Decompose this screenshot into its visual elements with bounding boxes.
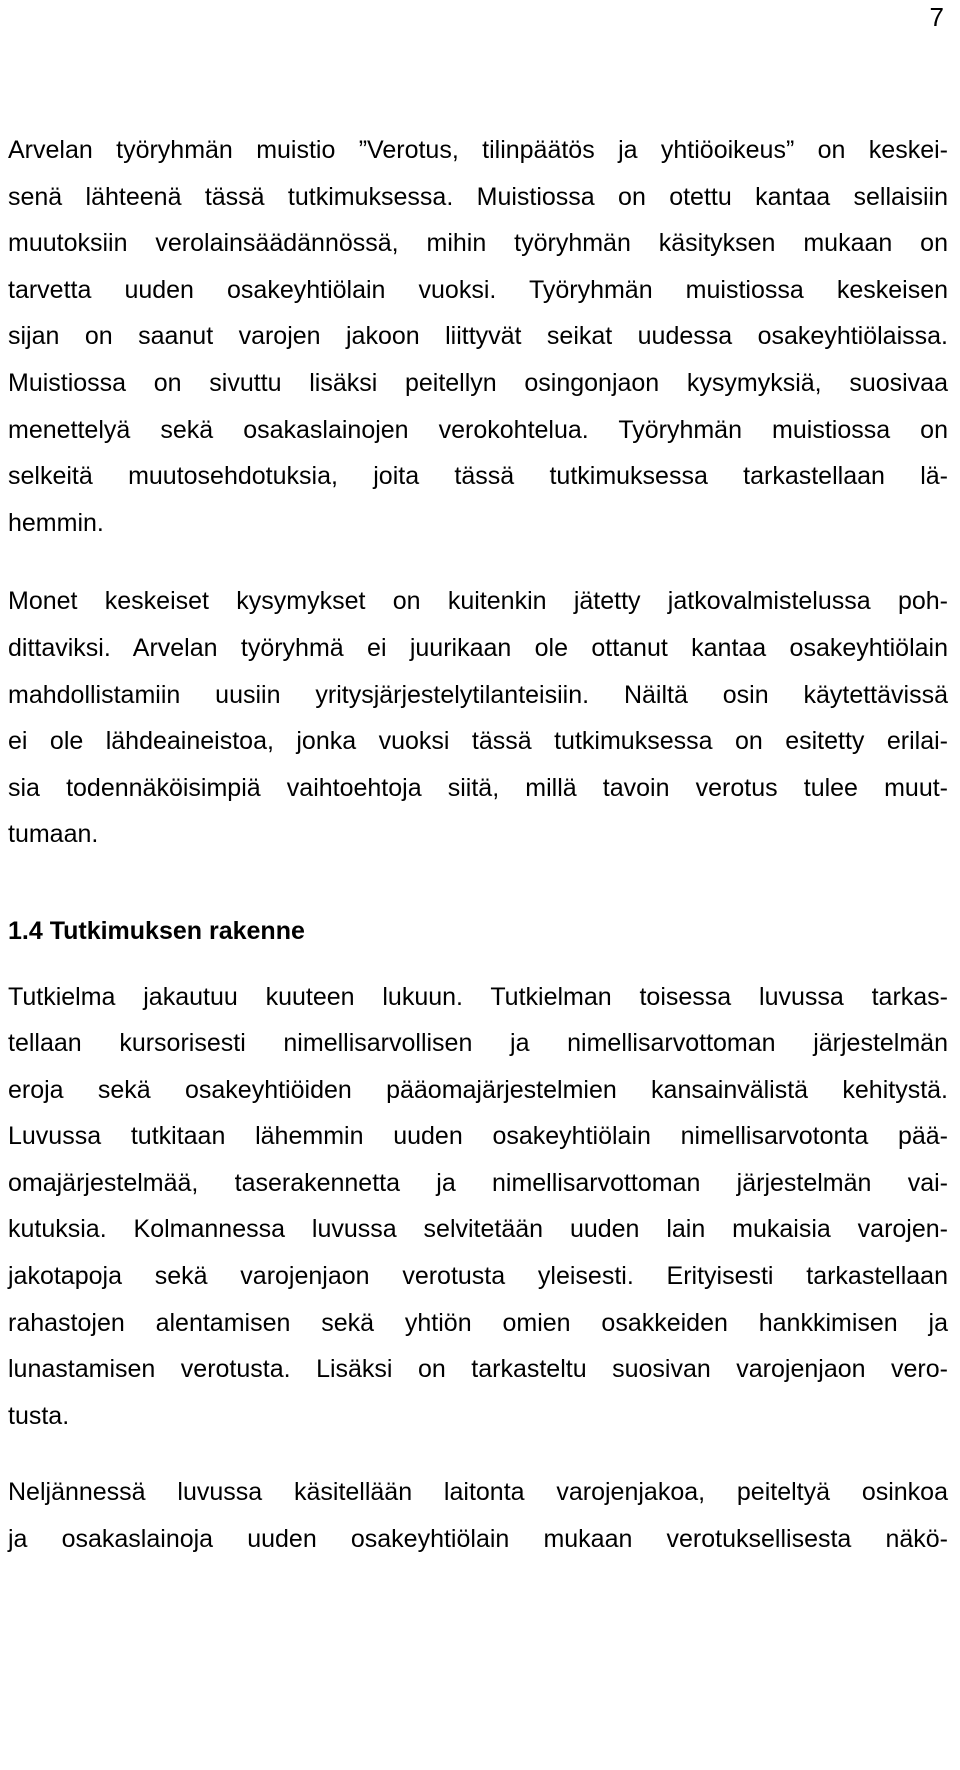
- text-line: Monet keskeiset kysymykset on kuitenkin jätetty jatkovalmistelussa poh-: [8, 587, 948, 616]
- paragraph-4: [8, 1469, 948, 1562]
- paragraph-2: [8, 578, 948, 858]
- text-line: hemmin.: [8, 508, 104, 537]
- paragraph-1: [8, 127, 948, 546]
- paragraph-3: [8, 974, 948, 1440]
- text-line: tumaan.: [8, 820, 99, 849]
- text-line: dittaviksi. Arvelan työryhmä ei juurikaan ole ottanut kantaa osakeyhtiölain: [8, 633, 948, 662]
- text-line: jakotapoja sekä varojenjaon verotusta yleisesti. Erityisesti tarkastellaan: [8, 1262, 948, 1291]
- text-line: omajärjestelmää, taserakennetta ja nimellisarvottoman järjestelmän vai-: [8, 1168, 948, 1197]
- text-line: ja osakaslainoja uuden osakeyhtiölain mukaan verotuksellisesta näkö-: [8, 1525, 948, 1554]
- text-line: Neljännessä luvussa käsitellään laitonta varojenjakoa, peiteltyä osinkoa: [8, 1478, 948, 1507]
- text-line: mahdollistamiin uusiin yritysjärjestelytilanteisiin. Näiltä osin käytettävissä: [8, 680, 948, 709]
- text-line: Tutkielma jakautuu kuuteen lukuun. Tutkielman toisessa luvussa tarkas-: [8, 982, 948, 1011]
- text-line: tellaan kursorisesti nimellisarvollisen ja nimellisarvottoman järjestelmän: [8, 1029, 948, 1058]
- text-line: lunastamisen verotusta. Lisäksi on tarkasteltu suosivan varojenjaon vero-: [8, 1355, 948, 1384]
- text-line: Arvelan työryhmän muistio ”Verotus, tilinpäätös ja yhtiöoikeus” on keskei-: [8, 136, 948, 164]
- text-line: sia todennäköisimpiä vaihtoehtoja siitä, millä tavoin verotus tulee muut-: [8, 773, 948, 802]
- document-body: [8, 127, 948, 1563]
- text-line: menettelyä sekä osakaslainojen verokohtelua. Työryhmän muistiossa on: [8, 415, 948, 444]
- text-line: Muistiossa on sivuttu lisäksi peitellyn osingonjaon kysymyksiä, suosivaa: [8, 368, 948, 397]
- text-line: ei ole lähdeaineistoa, jonka vuoksi tässä tutkimuksessa on esitetty erilai-: [8, 727, 948, 756]
- text-line: kutuksia. Kolmannessa luvussa selvitetään uuden lain mukaisia varojen-: [8, 1215, 948, 1244]
- text-line: sijan on saanut varojen jakoon liittyvät seikat uudessa osakeyhtiölaissa.: [8, 322, 948, 351]
- page-number: 7: [929, 2, 944, 32]
- text-line: muutoksiin verolainsäädännössä, mihin työryhmän käsityksen mukaan on: [8, 229, 948, 258]
- text-line: Luvussa tutkitaan lähemmin uuden osakeyhtiölain nimellisarvotonta pää-: [8, 1122, 948, 1151]
- text-line: selkeitä muutosehdotuksia, joita tässä tutkimuksessa tarkastellaan lä-: [8, 462, 948, 491]
- text-line: eroja sekä osakeyhtiöiden pääomajärjestelmien kansainvälistä kehitystä.: [8, 1075, 948, 1104]
- text-line: tusta.: [8, 1401, 70, 1430]
- section-heading: 1.4 Tutkimuksen rakenne: [8, 916, 305, 945]
- text-line: tarvetta uuden osakeyhtiölain vuoksi. Työryhmän muistiossa keskeisen: [8, 275, 948, 304]
- text-line: senä lähteenä tässä tutkimuksessa. Muistiossa on otettu kantaa sellaisiin: [8, 182, 948, 211]
- text-line: rahastojen alentamisen sekä yhtiön omien osakkeiden hankkimisen ja: [8, 1308, 948, 1337]
